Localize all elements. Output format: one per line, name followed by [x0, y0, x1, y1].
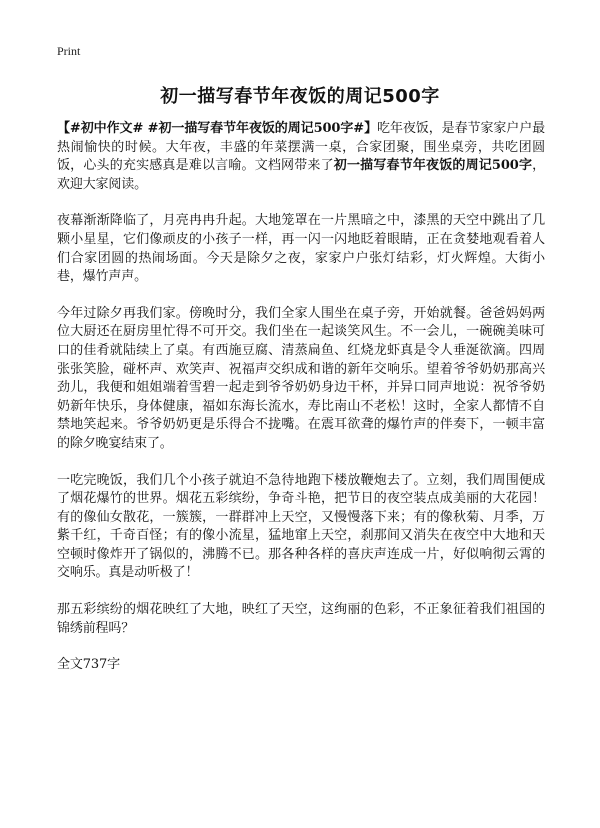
- body-paragraph-2: 今年过除夕再我们家。傍晚时分，我们全家人围坐在桌子旁，开始就餐。爸爸妈妈两位大厨还在厨房里忙得不可开交。我们坐在一起谈笑风生。不一会儿，一碗碗美味可口的佳肴就陆续上了桌。有西施豆腐、清蒸扁鱼、红烧龙虾真是令人垂涎欲滴。四周张张笑脸，碰杯声、欢笑声、祝福声交织成和谐的新年交响乐。望着爷爷奶奶那高兴劲儿，我便和姐姐端着雪碧一起走到爷爷奶奶身边干杯，并异口同声地说：祝爷爷奶奶新年快乐，身体健康，福如东海长流水，寿比南山不老松！这时，全家人都情不自禁地笑起来。爷爷奶奶更是乐得合不拢嘴。在震耳欲聋的爆竹声的伴奏下，一顿丰富的除夕晚宴结束了。: [57, 305, 545, 451]
- intro-paragraph: [57, 120, 545, 194]
- word-count: 全文737字: [57, 657, 120, 673]
- print-link[interactable]: Print: [57, 44, 81, 58]
- document-title: 初一描写春节年夜饭的周记500字: [160, 86, 440, 107]
- body-paragraph-4: 那五彩缤纷的烟花映红了大地，映红了天空，这绚丽的色彩，不正象征着我们祖国的锦绣前程吗？: [57, 602, 545, 636]
- body-paragraph-3: 一吃完晚饭，我们几个小孩子就迫不急待地跑下楼放鞭炮去了。立刻，我们周围便成了烟花爆竹的世界。烟花五彩缤纷，争奇斗艳，把节日的夜空装点成美丽的大花园！有的像仙女散花，一簇簇，一群群冲上天空，又慢慢落下来；有的像秋菊、月季，万紫千红，千奇百怪；有的像小流星，猛地窜上天空，刹那间又消失在夜空中大地和天空顿时像炸开了锅似的，沸腾不已。那各种各样的喜庆声连成一片，好似响彻云霄的交响乐。真是动听极了！: [57, 472, 545, 581]
- body-paragraph-1: 夜幕渐渐降临了，月亮冉冉升起。大地笼罩在一片黑暗之中，漆黑的天空中跳出了几颗小星星，它们像顽皮的小孩子一样，再一闪一闪地眨着眼睛，正在贪婪地观看着人们合家团圆的热闹场面。今天是除夕之夜，家家户户张灯结彩，灯火辉煌。大街小巷，爆竹声声。: [57, 213, 545, 285]
- intro-bold-title: 初一描写春节年夜饭的周记500字: [333, 158, 533, 174]
- document-body: [57, 120, 545, 675]
- intro-text-end: ，欢迎大家阅读。: [57, 158, 545, 192]
- intro-text: 吃年夜饭，是春节家家户户最热闹愉快的时候。大年夜，丰盛的年菜摆满一桌，合家团聚，围坐桌旁，共吃团圆饭，心头的充实感真是难以言喻。文档网带来了: [57, 121, 545, 174]
- category-tag: 【#初中作文# #初一描写春节年夜饭的周记500字#】: [57, 121, 378, 136]
